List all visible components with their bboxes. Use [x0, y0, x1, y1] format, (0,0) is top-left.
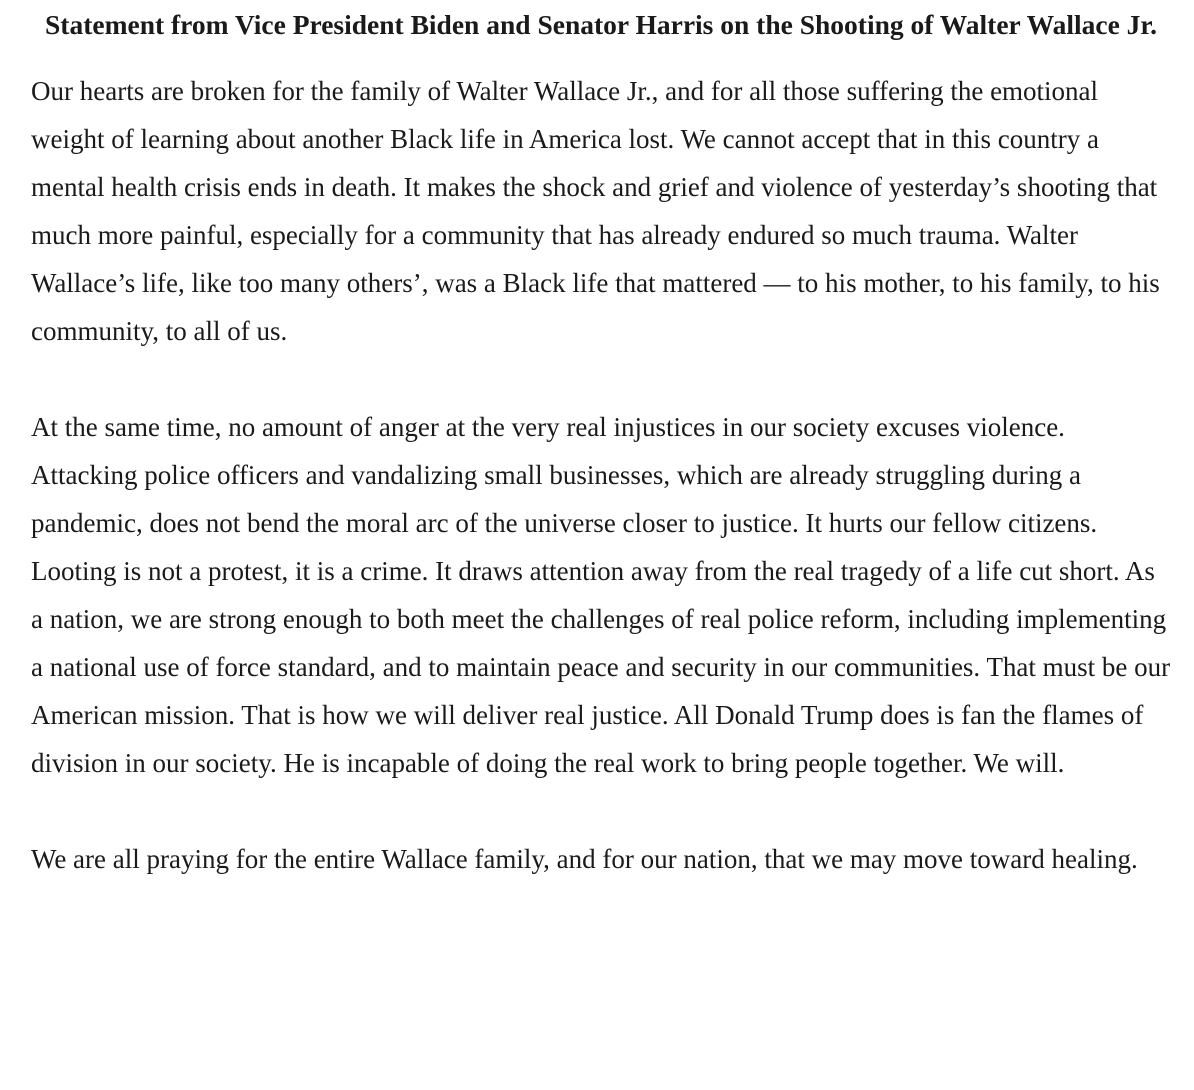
statement-paragraph-1: Our hearts are broken for the family of Walter Wallace Jr., and for all those suffering the emotional weight of learning about another Black life in America lost. We cannot accept that in this country a mental health crisis ends in death. It makes the shock and grief and violence of yesterday’s shooting that much more painful, especially for a community that has already endured so much trauma. Walter Wallace’s life, like too many others’, was a Black life that mattered — to his mother, to his family, to his community, to all of us.: [31, 76, 1160, 346]
statement-title: Statement from Vice President Biden and Senator Harris on the Shooting of Walter Wallace Jr.: [45, 9, 1157, 40]
statement-document: [31, 0, 1171, 883]
statement-paragraph-3: We are all praying for the entire Wallace family, and for our nation, that we may move toward healing.: [31, 844, 1138, 874]
statement-paragraph-2: At the same time, no amount of anger at the very real injustices in our society excuses violence. Attacking police officers and vandalizing small businesses, which are already struggling during a pandemic, does not bend the moral arc of the universe closer to justice. It hurts our fellow citizens. Looting is not a protest, it is a crime. It draws attention away from the real tragedy of a life cut short. As a nation, we are strong enough to both meet the challenges of real police reform, including implementing a national use of force standard, and to maintain peace and security in our communities. That must be our American mission. That is how we will deliver real justice. All Donald Trump does is fan the flames of division in our society. He is incapable of doing the real work to bring people together. We will.: [31, 412, 1171, 778]
